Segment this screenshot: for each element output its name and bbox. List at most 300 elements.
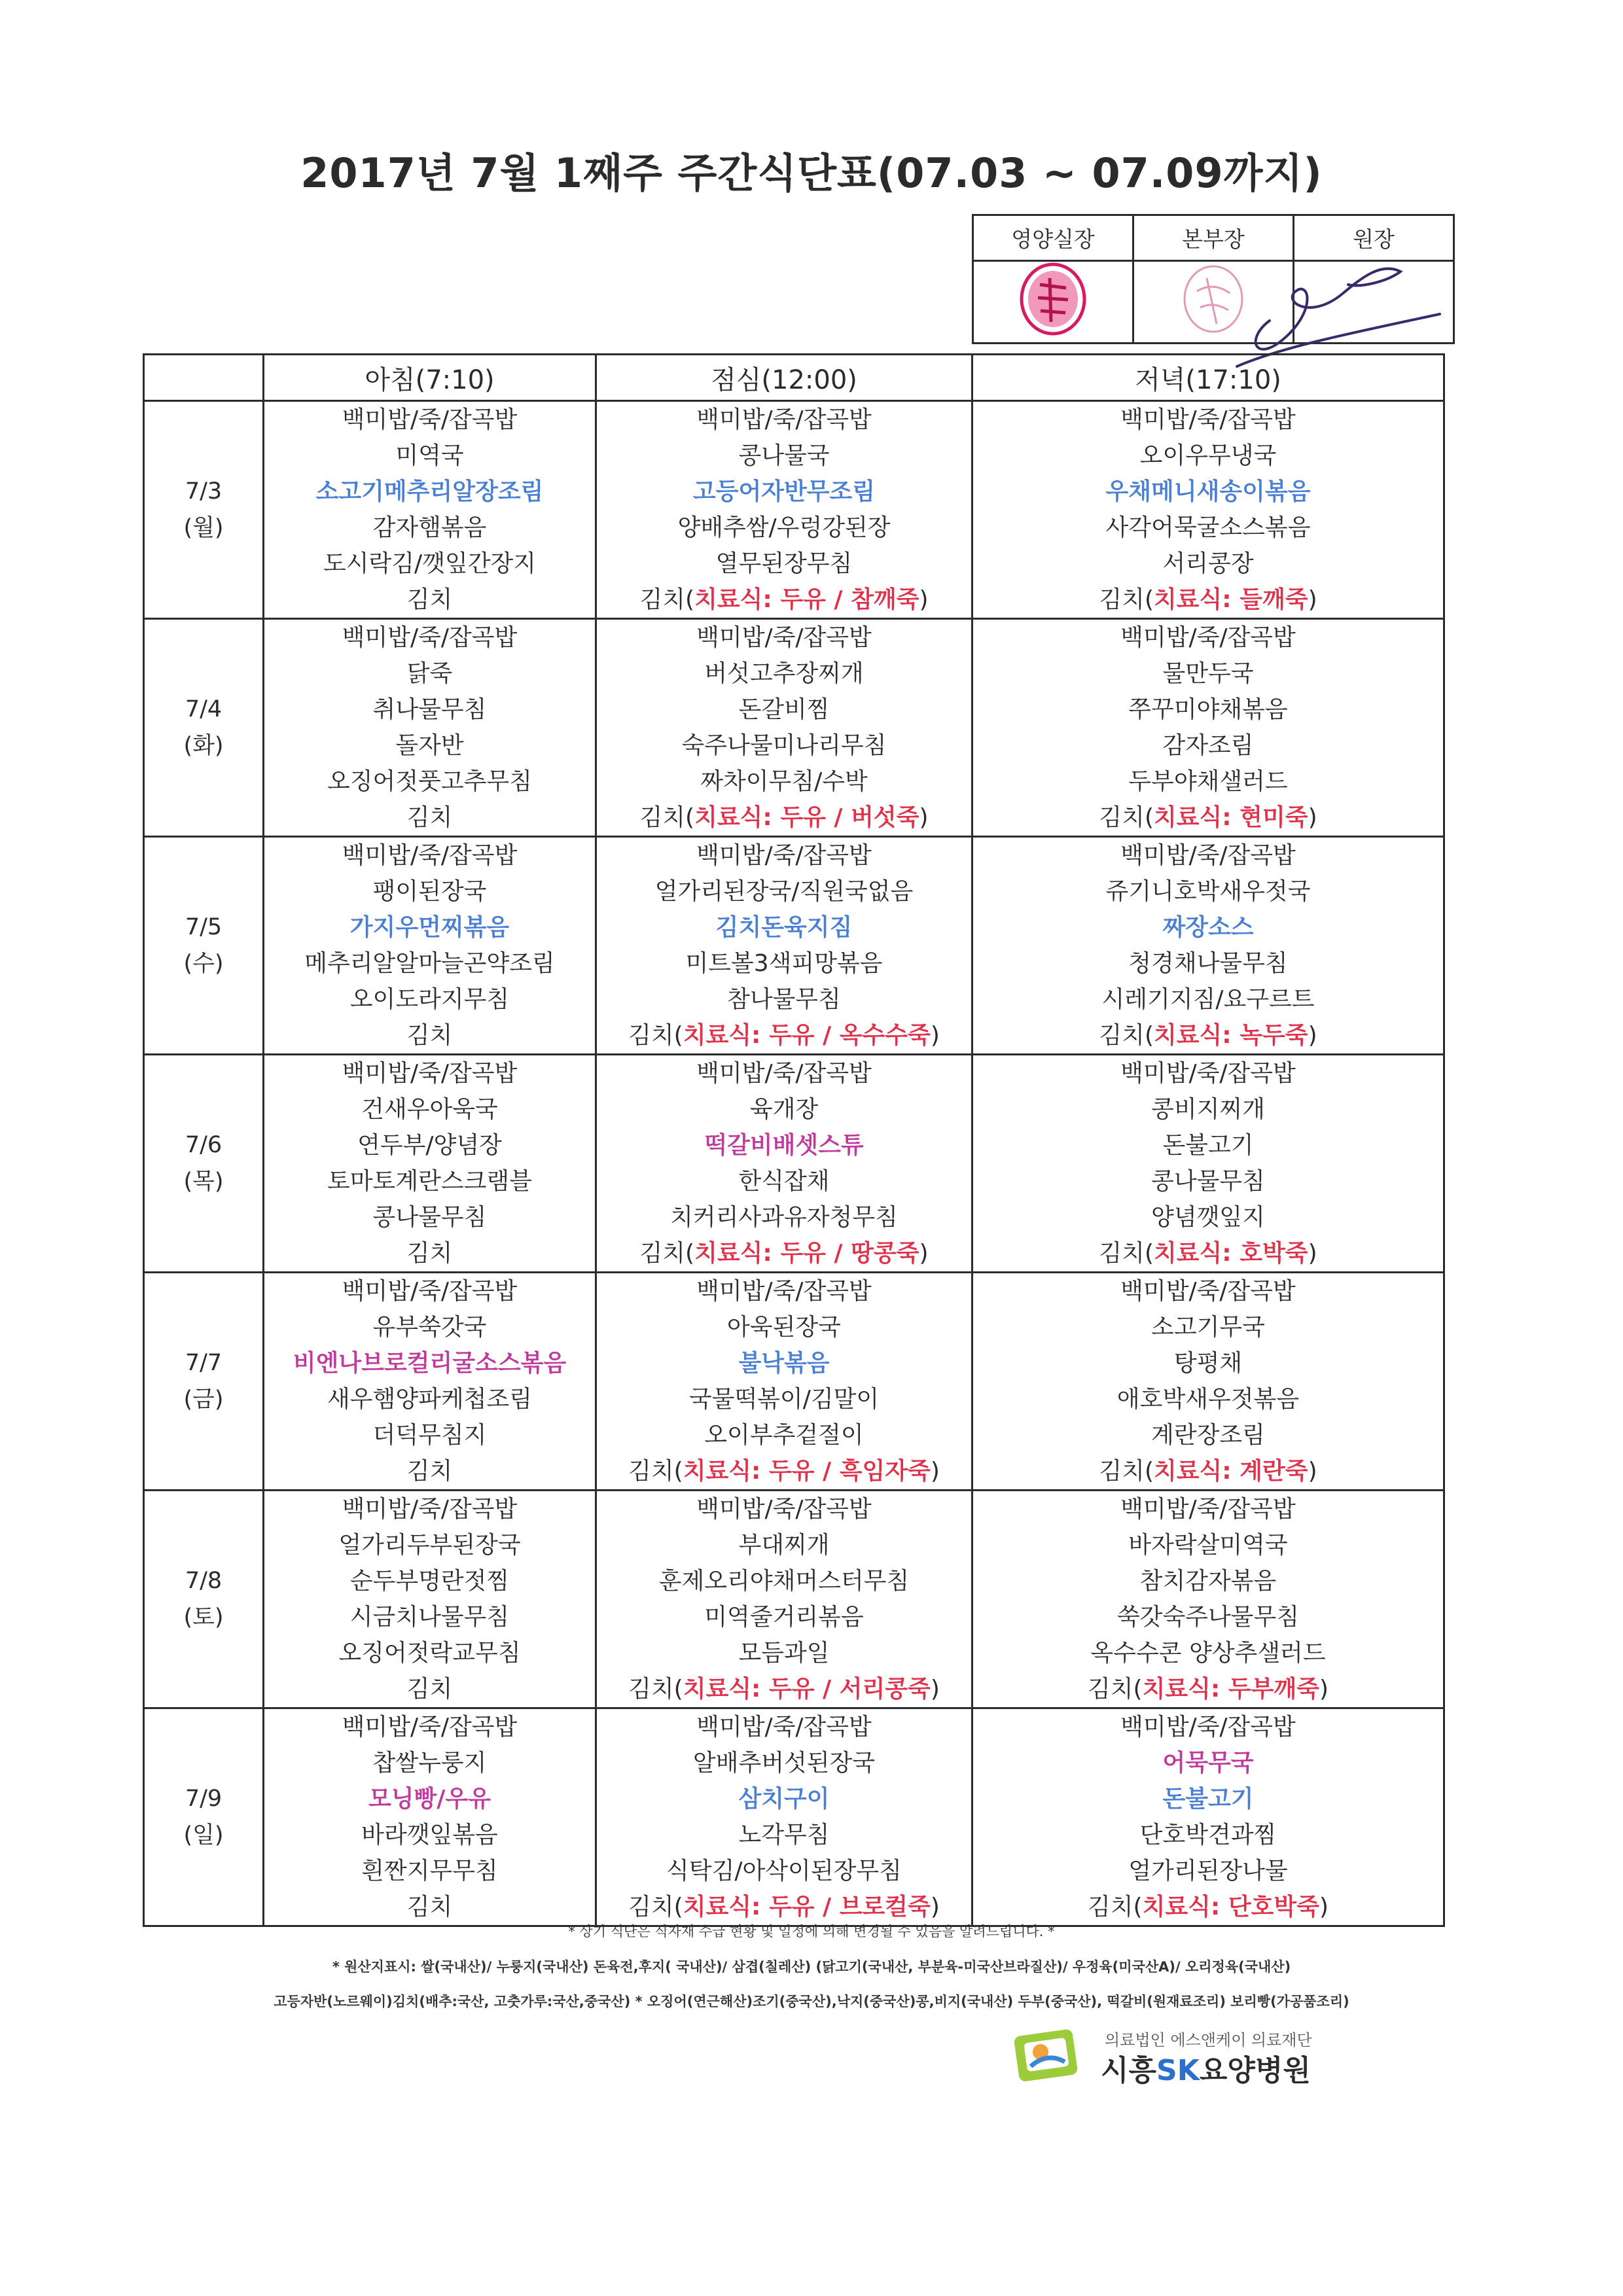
lunch-item: 김치(치료식: 두유 / 옥수수죽)	[628, 1022, 940, 1049]
dinner-item-text: 쥬기니호박새우젓국	[1105, 878, 1311, 905]
breakfast-item-text: 모닝빵/우유	[368, 1786, 491, 1812]
dinner-item	[973, 1745, 1443, 1781]
breakfast-item	[264, 1381, 595, 1417]
breakfast-item	[264, 981, 595, 1017]
day-label-cell	[144, 401, 264, 619]
day-weekday: (금)	[183, 1386, 224, 1413]
day-date: 7/7	[185, 1350, 223, 1376]
breakfast-cell	[264, 1491, 596, 1708]
lunch-item	[597, 656, 971, 692]
dinner-item	[973, 656, 1443, 692]
lunch-item-text: 모듬과일	[738, 1640, 830, 1667]
breakfast-item	[264, 874, 595, 910]
dinner-item	[973, 1709, 1443, 1745]
day-weekday: (일)	[183, 1822, 224, 1848]
breakfast-item	[264, 1345, 595, 1381]
dinner-item	[973, 874, 1443, 910]
breakfast-item-text: 바라깻잎볶음	[361, 1822, 498, 1848]
dinner-item-text: 두부야채샐러드	[1128, 768, 1288, 795]
dinner-item: 김치(치료식: 단호박죽)	[1087, 1894, 1329, 1920]
header-breakfast: 아침(7:10)	[264, 355, 596, 401]
lunch-item-text: 국물떡볶이/김말이	[688, 1386, 880, 1413]
breakfast-item	[264, 1889, 595, 1925]
dinner-item	[973, 1127, 1443, 1163]
lunch-item: 김치(치료식: 두유 / 서리콩죽)	[628, 1676, 940, 1703]
dinner-item-text: 바자락살미역국	[1128, 1532, 1288, 1559]
dinner-item-text: 돈불고기	[1162, 1132, 1254, 1159]
dinner-item	[973, 1417, 1443, 1453]
nutrition-seal-cell	[973, 261, 1133, 344]
lunch-item-text: 식탁김/아삭이된장무침	[666, 1858, 902, 1884]
lunch-item-text: 김치	[639, 586, 686, 613]
breakfast-item-text: 김치	[406, 1676, 453, 1703]
breakfast-item	[264, 1671, 595, 1707]
breakfast-item-text: 흰짠지무무침	[361, 1858, 498, 1884]
lunch-item-text: 백미밥/죽/잡곡밥	[696, 1714, 872, 1740]
lunch-item	[597, 1853, 971, 1889]
lunch-item-text: 콩나물국	[738, 442, 830, 469]
dinner-item: 김치(치료식: 호박죽)	[1099, 1240, 1317, 1267]
origin-line-2: 고등자반(노르웨이)김치(배추:국산, 고춧가루:국산,중국산) * 오징어(연근해산)조기(중국산),낙지(중국산)콩,비지(국내산) 두부(중국산), 떡갈비(원재료조리) 보리빵(가공품조리)	[274, 1994, 1349, 2009]
lunch-item	[597, 1491, 971, 1527]
day-weekday: (화)	[183, 733, 224, 759]
lunch-item	[597, 945, 971, 981]
dinner-cell	[972, 1273, 1444, 1491]
lunch-item-text: 김치	[639, 804, 686, 831]
lunch-item-text: 알배추버섯된장국	[692, 1750, 876, 1776]
lunch-cell	[596, 1273, 972, 1491]
header-dinner: 저녁(17:10)	[972, 355, 1444, 401]
lunch-item-text: 열무된장무침	[715, 550, 853, 577]
dinner-item-text: 김치	[1087, 1894, 1133, 1920]
lunch-item-text: 훈제오리야채머스터무침	[658, 1568, 910, 1595]
dinner-item	[973, 1491, 1443, 1527]
dinner-item	[973, 438, 1443, 474]
therapy-diet-note: 치료식: 두유 / 서리콩죽	[683, 1676, 931, 1703]
lunch-item-text: 김치	[628, 1894, 674, 1920]
lunch-item	[597, 910, 971, 945]
dinner-item: 김치(치료식: 들깨죽)	[1099, 586, 1317, 613]
menu-header-row	[144, 355, 1444, 401]
dinner-item-text: 돈불고기	[1162, 1786, 1254, 1812]
lunch-item-text: 버섯고추장찌개	[704, 660, 864, 687]
day-row	[144, 837, 1444, 1055]
weekly-menu-table	[143, 353, 1445, 1927]
breakfast-item	[264, 910, 595, 945]
dinner-item	[973, 945, 1443, 981]
lunch-cell	[596, 619, 972, 837]
header-empty	[144, 355, 264, 401]
dinner-item: 김치(치료식: 계란죽)	[1099, 1458, 1317, 1485]
breakfast-item	[264, 1853, 595, 1889]
lunch-cell	[596, 1491, 972, 1708]
dinner-item-text: 백미밥/죽/잡곡밥	[1120, 1714, 1296, 1740]
dinner-item	[973, 1527, 1443, 1563]
day-row	[144, 619, 1444, 837]
lunch-cell	[596, 401, 972, 619]
breakfast-item-text: 김치	[406, 1458, 453, 1485]
lunch-item: 김치(치료식: 두유 / 브로컬죽)	[628, 1894, 940, 1920]
dinner-item-text: 서리콩장	[1162, 550, 1254, 577]
lunch-cell	[596, 1708, 972, 1926]
breakfast-item-text: 토마토계란스크램블	[327, 1168, 532, 1195]
dinner-item	[973, 620, 1443, 656]
dinner-item	[973, 1853, 1443, 1889]
dinner-cell	[972, 1491, 1444, 1708]
breakfast-item	[264, 692, 595, 728]
origin-line-1: * 원산지표시: 쌀(국내산)/ 누룽지(국내산) 돈육전,후지( 국내산)/ 삼겹(칠레산) (닭고기(국내산, 부분육-미국산브라질산)/ 우정육(미국산A)/ 오리정육(국내산)	[332, 1959, 1291, 1975]
dinner-item	[973, 1309, 1443, 1345]
lunch-item	[597, 692, 971, 728]
day-weekday: (수)	[183, 951, 224, 977]
breakfast-item-text: 백미밥/죽/잡곡밥	[342, 1496, 518, 1523]
day-date: 7/8	[185, 1568, 223, 1594]
lunch-item	[597, 474, 971, 510]
lunch-item-text: 숙주나물미나리무침	[681, 732, 887, 759]
breakfast-item	[264, 1017, 595, 1053]
breakfast-item-text: 오징어젓락교무침	[338, 1640, 521, 1667]
dinner-item-text: 애호박새우젓볶음	[1116, 1386, 1300, 1413]
dinner-item-text: 김치	[1099, 1458, 1145, 1485]
breakfast-item	[264, 838, 595, 874]
dinner-item-text: 사각어묵굴소스볶음	[1105, 514, 1311, 541]
page-title: 2017년 7월 1째주 주간식단표(07.03 ~ 07.09까지)	[300, 149, 1323, 197]
therapy-diet-note: 치료식: 두유 / 참깨죽	[694, 586, 919, 613]
dinner-item-text: 짜장소스	[1162, 914, 1254, 941]
org-name	[1101, 2047, 1311, 2089]
breakfast-item	[264, 1127, 595, 1163]
lunch-item-text: 백미밥/죽/잡곡밥	[696, 1278, 872, 1305]
breakfast-item-text: 백미밥/죽/잡곡밥	[342, 624, 518, 651]
day-label-cell	[144, 1055, 264, 1273]
lunch-item-text: 노각무침	[738, 1822, 830, 1848]
org-name-prefix: 시흥	[1101, 2054, 1157, 2087]
day-date: 7/6	[185, 1132, 223, 1158]
day-row	[144, 1708, 1444, 1926]
lunch-item	[597, 1127, 971, 1163]
dinner-item	[973, 1055, 1443, 1091]
day-date: 7/3	[185, 478, 223, 504]
lunch-item	[597, 1273, 971, 1309]
dinner-item	[973, 1817, 1443, 1853]
dinner-item-text: 김치	[1099, 586, 1145, 613]
breakfast-item	[264, 620, 595, 656]
day-label-cell	[144, 837, 264, 1055]
breakfast-item-text: 도시락김/깻잎간장지	[323, 550, 537, 577]
breakfast-item	[264, 510, 595, 546]
breakfast-item-text: 백미밥/죽/잡곡밥	[342, 842, 518, 869]
lunch-item: 김치(치료식: 두유 / 참깨죽)	[639, 586, 929, 613]
lunch-item-text: 짜차이무침/수박	[700, 768, 868, 795]
lunch-item-text: 육개장	[749, 1096, 819, 1123]
lunch-item-text: 삼치구이	[738, 1786, 830, 1812]
lunch-item-text: 불낙볶음	[738, 1350, 830, 1377]
dinner-item-text: 오이우무냉국	[1139, 442, 1277, 469]
dinner-item-text: 백미밥/죽/잡곡밥	[1120, 1060, 1296, 1087]
breakfast-item-text: 가지우먼찌볶음	[349, 914, 510, 941]
dinner-item-text: 어묵무국	[1162, 1750, 1254, 1776]
breakfast-item	[264, 1235, 595, 1271]
therapy-diet-note: 치료식: 두부깨죽	[1142, 1676, 1319, 1703]
day-row	[144, 1273, 1444, 1491]
lunch-item	[597, 438, 971, 474]
dinner-item-text: 감자조림	[1162, 732, 1254, 759]
dinner-item-text: 쭈꾸미야채볶음	[1128, 696, 1288, 723]
lunch-item	[597, 764, 971, 800]
dinner-item-text: 김치	[1099, 1240, 1145, 1267]
lunch-item-text: 참나물무침	[727, 986, 841, 1013]
day-date: 7/9	[185, 1786, 223, 1812]
lunch-cell	[596, 1055, 972, 1273]
breakfast-item	[264, 656, 595, 692]
day-label-cell	[144, 1708, 264, 1926]
lunch-item	[597, 546, 971, 582]
menu-body	[144, 401, 1444, 1926]
dinner-item	[973, 510, 1443, 546]
breakfast-item-text: 감자햄볶음	[372, 514, 487, 541]
lunch-item-text: 백미밥/죽/잡곡밥	[696, 842, 872, 869]
dinner-item	[973, 1563, 1443, 1599]
change-notice: * 상기 식단은 식자재 수급 현황 및 일정에 의해 변경될 수 있음을 알려드립니다. *	[568, 1924, 1055, 1939]
breakfast-item	[264, 546, 595, 582]
dinner-item-text: 백미밥/죽/잡곡밥	[1120, 1278, 1296, 1305]
org-name-sk: SK	[1156, 2054, 1200, 2087]
dinner-item	[973, 402, 1443, 438]
day-row	[144, 1491, 1444, 1708]
breakfast-item	[264, 1453, 595, 1489]
breakfast-item-text: 비엔나브로컬리굴소스볶음	[293, 1350, 567, 1377]
breakfast-item-text: 더덕무침지	[372, 1422, 487, 1449]
lunch-item	[597, 510, 971, 546]
dinner-item	[973, 764, 1443, 800]
breakfast-item-text: 미역국	[395, 442, 464, 469]
dinner-item	[973, 1163, 1443, 1199]
therapy-diet-note: 치료식: 두유 / 브로컬죽	[683, 1894, 931, 1920]
breakfast-item-text: 건새우아욱국	[361, 1096, 498, 1123]
lunch-item	[597, 402, 971, 438]
lunch-item	[597, 1309, 971, 1345]
dinner-item: 김치(치료식: 녹두죽)	[1099, 1022, 1317, 1049]
lunch-item	[597, 728, 971, 764]
dinner-item-text: 김치	[1087, 1676, 1133, 1703]
lunch-item-text: 떡갈비배셋스튜	[704, 1132, 864, 1159]
therapy-diet-note: 치료식: 두유 / 흑임자죽	[683, 1458, 931, 1485]
breakfast-item-text: 백미밥/죽/잡곡밥	[342, 1060, 518, 1087]
lunch-item-text: 김치	[639, 1240, 686, 1267]
lunch-item-text: 백미밥/죽/잡곡밥	[696, 1060, 872, 1087]
lunch-item	[597, 838, 971, 874]
lunch-item-text: 돈갈비찜	[738, 696, 830, 723]
breakfast-item-text: 새우햄양파케첩조림	[327, 1386, 532, 1413]
therapy-diet-note: 치료식: 두유 / 옥수수죽	[683, 1022, 931, 1049]
dinner-item-text: 단호박견과찜	[1139, 1822, 1277, 1848]
lunch-item-text: 미역줄거리볶음	[704, 1604, 864, 1631]
breakfast-item	[264, 1309, 595, 1345]
dinner-item	[973, 838, 1443, 874]
lunch-item-text: 김치	[628, 1676, 674, 1703]
breakfast-item-text: 김치	[406, 1240, 453, 1267]
therapy-diet-note: 치료식: 녹두죽	[1153, 1022, 1308, 1049]
lunch-item	[597, 1527, 971, 1563]
day-date: 7/4	[185, 696, 223, 722]
breakfast-item-text: 백미밥/죽/잡곡밥	[342, 406, 518, 433]
dinner-item-text: 쑥갓숙주나물무침	[1116, 1604, 1300, 1631]
dinner-item-text: 콩나물무침	[1151, 1168, 1265, 1195]
lunch-item	[597, 620, 971, 656]
breakfast-item-text: 김치	[406, 586, 453, 613]
breakfast-cell	[264, 1055, 596, 1273]
lunch-item	[597, 1635, 971, 1671]
dinner-item	[973, 1635, 1443, 1671]
breakfast-item-text: 취나물무침	[372, 696, 487, 723]
therapy-diet-note: 치료식: 계란죽	[1153, 1458, 1308, 1485]
breakfast-item-text: 소고기메추리알장조림	[315, 478, 544, 505]
red-seal-stamp	[1017, 262, 1089, 337]
breakfast-item-text: 연두부/양념장	[357, 1132, 502, 1159]
dinner-item-text: 김치	[1099, 1022, 1145, 1049]
breakfast-item-text: 돌자반	[395, 732, 464, 759]
breakfast-item-text: 백미밥/죽/잡곡밥	[342, 1278, 518, 1305]
breakfast-item-text: 백미밥/죽/잡곡밥	[342, 1714, 518, 1740]
breakfast-item	[264, 1527, 595, 1563]
day-label-cell	[144, 1273, 264, 1491]
dinner-item-text: 청경채나물무침	[1128, 950, 1288, 977]
dinner-item-text: 물만두국	[1162, 660, 1254, 687]
dinner-cell	[972, 1055, 1444, 1273]
header-lunch: 점심(12:00)	[596, 355, 972, 401]
dinner-cell	[972, 401, 1444, 619]
breakfast-item-text: 팽이된장국	[372, 878, 487, 905]
dinner-item	[973, 1781, 1443, 1817]
breakfast-item	[264, 1491, 595, 1527]
breakfast-item	[264, 1273, 595, 1309]
day-weekday: (월)	[183, 515, 224, 541]
dinner-item: 김치(치료식: 두부깨죽)	[1087, 1676, 1329, 1703]
breakfast-item	[264, 1781, 595, 1817]
dinner-item	[973, 692, 1443, 728]
dinner-cell	[972, 619, 1444, 837]
lunch-item-text: 한식잡채	[738, 1168, 830, 1195]
lunch-item-text: 고등어자반무조림	[692, 478, 876, 505]
breakfast-item	[264, 1563, 595, 1599]
breakfast-item	[264, 1091, 595, 1127]
dinner-item-text: 소고기무국	[1151, 1314, 1265, 1341]
day-row	[144, 401, 1444, 619]
breakfast-item-text: 시금치나물무침	[349, 1604, 510, 1631]
breakfast-item	[264, 1745, 595, 1781]
dinner-item-text: 백미밥/죽/잡곡밥	[1120, 624, 1296, 651]
day-weekday: (목)	[183, 1169, 224, 1195]
dinner-item	[973, 910, 1443, 945]
lunch-item	[597, 1381, 971, 1417]
lunch-item-text: 양배추쌈/우렁강된장	[677, 514, 891, 541]
dinner-item-text: 얼가리된장나물	[1128, 1858, 1288, 1884]
breakfast-item-text: 김치	[406, 1894, 453, 1920]
breakfast-item-text: 얼가리두부된장국	[338, 1532, 521, 1559]
dinner-item: 김치(치료식: 현미죽)	[1099, 804, 1317, 831]
lunch-item-text: 김치돈육지짐	[715, 914, 853, 941]
breakfast-item-text: 김치	[406, 1022, 453, 1049]
breakfast-item	[264, 1817, 595, 1853]
dinner-item-text: 우채메니새송이볶음	[1105, 478, 1311, 505]
breakfast-item	[264, 728, 595, 764]
therapy-diet-note: 치료식: 들깨죽	[1153, 586, 1308, 613]
breakfast-item	[264, 1199, 595, 1235]
dinner-item-text: 콩비지찌개	[1151, 1096, 1265, 1123]
lunch-item: 김치(치료식: 두유 / 버섯죽)	[639, 804, 929, 831]
breakfast-item-text: 찹쌀누룽지	[372, 1750, 487, 1776]
breakfast-item	[264, 764, 595, 800]
lunch-item-text: 치커리사과유자청무침	[670, 1204, 898, 1231]
day-date: 7/5	[185, 914, 223, 940]
lunch-item-text: 백미밥/죽/잡곡밥	[696, 406, 872, 433]
lunch-item	[597, 1055, 971, 1091]
breakfast-item	[264, 1635, 595, 1671]
dinner-item	[973, 474, 1443, 510]
approval-label-head: 원장	[1294, 215, 1454, 261]
lunch-item-text: 부대찌개	[738, 1532, 830, 1559]
dinner-item-text: 참치감자볶음	[1139, 1568, 1277, 1595]
lunch-item-text: 얼가리된장국/직원국없음	[654, 878, 914, 905]
dinner-item	[973, 546, 1443, 582]
lunch-item	[597, 1345, 971, 1381]
breakfast-item	[264, 1599, 595, 1635]
dinner-item	[973, 1599, 1443, 1635]
breakfast-item	[264, 402, 595, 438]
dinner-item-text: 백미밥/죽/잡곡밥	[1120, 406, 1296, 433]
dinner-item-text: 옥수수콘 양상추샐러드	[1090, 1640, 1326, 1667]
day-label-cell	[144, 1491, 264, 1708]
day-row	[144, 1055, 1444, 1273]
dinner-item	[973, 1345, 1443, 1381]
hospital-logo	[1011, 2026, 1083, 2085]
dinner-cell	[972, 837, 1444, 1055]
dinner-item-text: 백미밥/죽/잡곡밥	[1120, 842, 1296, 869]
org-subtitle: 의료법인 에스앤케이 의료재단	[1105, 2031, 1312, 2049]
day-label-cell	[144, 619, 264, 837]
lunch-item	[597, 1817, 971, 1853]
breakfast-item	[264, 800, 595, 836]
breakfast-cell	[264, 1273, 596, 1491]
lunch-item	[597, 1781, 971, 1817]
dinner-item-text: 계란장조림	[1151, 1422, 1265, 1449]
breakfast-cell	[264, 1708, 596, 1926]
breakfast-item	[264, 474, 595, 510]
lunch-item-text: 김치	[628, 1022, 674, 1049]
dinner-item-text: 탕평채	[1173, 1350, 1243, 1377]
dinner-item	[973, 981, 1443, 1017]
breakfast-item-text: 김치	[406, 804, 453, 831]
lunch-item	[597, 981, 971, 1017]
breakfast-item	[264, 582, 595, 618]
dinner-item	[973, 1091, 1443, 1127]
dinner-item	[973, 1273, 1443, 1309]
lunch-item	[597, 874, 971, 910]
breakfast-item	[264, 1709, 595, 1745]
breakfast-item	[264, 1163, 595, 1199]
therapy-diet-note: 치료식: 단호박죽	[1142, 1894, 1319, 1920]
lunch-cell	[596, 837, 972, 1055]
lunch-item	[597, 1199, 971, 1235]
breakfast-cell	[264, 837, 596, 1055]
dinner-cell	[972, 1708, 1444, 1926]
lunch-item	[597, 1163, 971, 1199]
lunch-item-text: 아욱된장국	[727, 1314, 841, 1341]
lunch-item	[597, 1091, 971, 1127]
breakfast-item-text: 콩나물무침	[372, 1204, 487, 1231]
approval-label-nutrition: 영양실장	[973, 215, 1133, 261]
breakfast-item	[264, 945, 595, 981]
